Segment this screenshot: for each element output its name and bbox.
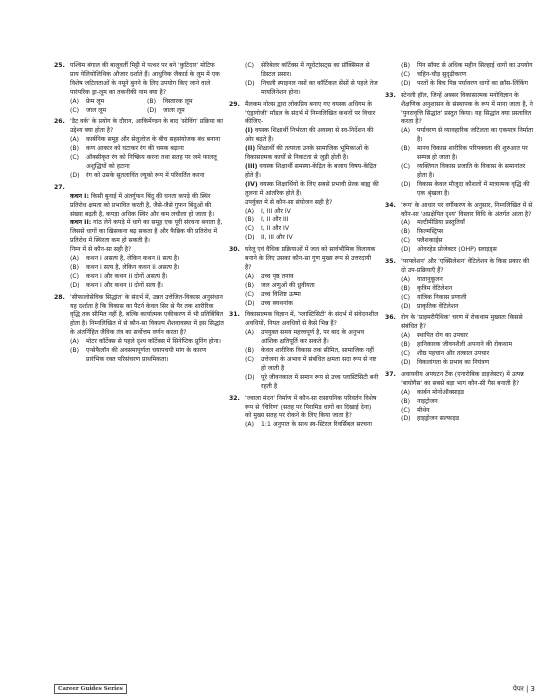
- question-number: 26.: [54, 118, 65, 126]
- options-list: [245, 62, 379, 98]
- answer-option: [401, 219, 535, 228]
- option-label: (A): [70, 338, 79, 346]
- statement-label: (I): [245, 127, 253, 135]
- option-label: (A): [401, 275, 410, 283]
- option-text: शीघ्र पहचान और तत्काल उपचार: [417, 350, 490, 358]
- statement: [245, 127, 379, 145]
- question-text: 'परफ्लेशन' और 'एक्सिलेशन' वेंटिलेशन के किस प्रकार की दो उप-प्रक्रियाएँ हैं?: [401, 258, 530, 274]
- option-label: (A): [401, 388, 410, 396]
- option-label: (D): [70, 281, 80, 289]
- statement-label: (II): [245, 145, 256, 153]
- option-text: कण आकार को घटाकर रंग की चमक बढ़ाना: [86, 145, 184, 153]
- options-list: [401, 127, 535, 198]
- option-label: (B): [401, 62, 411, 69]
- option-text: स्थापित रोग का उपचार: [417, 332, 468, 340]
- question-header: [385, 371, 535, 389]
- question-text: अवायवीय अपघटन टैंक (एनारोबिक डाइजेस्टर) में उत्पन्न 'बायोगैस' का सबसे बड़ा भाग कौन-सी गैस बनाती है?: [401, 370, 524, 387]
- option-text: 1:1 अनुपात के साथ स्व-स्टिरल रिवर्सिबल सरचना: [261, 421, 372, 429]
- statement: [70, 219, 224, 246]
- answer-option: [70, 145, 224, 154]
- options-list: [70, 98, 224, 116]
- answer-option: [401, 237, 535, 246]
- option-label: (C): [245, 225, 255, 233]
- option-text: परतों के बिच पिन्न पर्यावरण धागों का क्रॉस-लिंकिंग: [417, 79, 528, 87]
- option-label: (D): [401, 79, 411, 87]
- option-text: मल्टीमीडिया प्रस्तुतियाँ: [417, 219, 465, 227]
- question-text: रोग के 'प्राइमरीपैथिक' चरण में रोकथाम मुख्यतः किससे संबंधित है?: [401, 314, 523, 331]
- option-text: उच्च क्वथनांक: [261, 299, 293, 307]
- question-number: 31.: [229, 311, 240, 319]
- question-block: [385, 314, 535, 367]
- option-label: (D): [401, 415, 411, 423]
- option-label: (B): [245, 281, 255, 289]
- question-block: [54, 294, 224, 365]
- option-label: (B): [245, 216, 255, 224]
- option-label: (C): [245, 356, 255, 363]
- option-text: यांत्रिक निकास प्रणाली: [417, 293, 467, 301]
- option-label: (B): [70, 263, 80, 271]
- question-block: [385, 258, 535, 311]
- answer-option: [401, 276, 535, 285]
- option-text: कार्बनिक समूह और सेलुलोज के बीच सहसंयोजक बंध बनाना: [86, 136, 221, 144]
- answer-option: [245, 347, 379, 356]
- option-text: केवल शारीरिक विकास तक सीमित, सामाजिक नहीं: [261, 347, 374, 355]
- answer-option: [245, 291, 379, 300]
- option-text: विकलांगता के प्रभाव का नियंत्रण: [417, 359, 490, 366]
- options-list: [245, 208, 379, 244]
- answer-option: [245, 329, 379, 347]
- answer-option: [70, 98, 147, 107]
- question-block: [54, 118, 224, 180]
- option-label: (B): [147, 97, 157, 105]
- statement-text: शिक्षार्थी की तत्परता उनके सामाजिक भूमिकाओं के विकासात्मक कार्यों से निकटता से जुड़ी होती है।: [245, 145, 369, 162]
- option-text: उच्च विशिष्ट ऊष्मा: [261, 290, 301, 298]
- question-number: 33.: [385, 91, 396, 99]
- option-label: (C): [401, 406, 411, 414]
- answer-option: [70, 264, 224, 273]
- option-text: पिन सॉफ्ट से अधिक महीन सिल्हाई धागों का उपयोग: [417, 62, 533, 69]
- option-label: (A): [401, 219, 410, 227]
- options-list: [401, 276, 535, 312]
- option-label: (D): [401, 246, 411, 254]
- answer-option: [70, 172, 224, 181]
- answer-option: [401, 163, 535, 181]
- answer-option: [401, 332, 535, 341]
- statement-label: (III): [245, 162, 258, 170]
- statement-label: (IV): [245, 180, 258, 188]
- option-label: (C): [401, 237, 411, 245]
- option-text: मानव विकास शारीरिक परिपक्वता की शुरुआत पर सम्पन्न हो जाता है।: [417, 145, 528, 162]
- question-block: [54, 62, 224, 115]
- option-text: विकास केवल मौजूदा कौशलों में मात्रात्मक वृद्धि की एक श्रृंखला है।: [417, 180, 530, 197]
- question-text: स्टेनली हॉल, जिन्हें अक्सर विकासात्मक मनोविज्ञान के शैक्षणिक अनुशासन के संस्थापक के रूप में माना जाता है, ने 'पुनरावृत्ति सिद्धांत' प्रस्तुत किया। यह सिद्धांत क्या प्रस्तावित करता है?: [401, 91, 533, 126]
- option-text: ऑक्सीकृत रंग को निष्क्रिय करना तथा सतह पर जमे फालतू अशुद्धियों को हटाना: [86, 154, 217, 170]
- option-label: (A): [401, 332, 410, 340]
- question-text: घरेलू एवं वैधिक प्रक्रियाओं में जल को सार्वभौमिक विलायक बनाने के लिए उसका कौन-सा गुण मुख्य रूप से उत्तरदायी है?: [245, 246, 376, 271]
- option-label: (C): [70, 272, 80, 280]
- question-block: [385, 371, 535, 424]
- option-label: (D): [245, 234, 255, 242]
- option-label: (B): [401, 397, 411, 405]
- option-label: (D): [401, 180, 411, 188]
- column-right: [385, 62, 535, 427]
- answer-option: [245, 225, 379, 234]
- option-label: (A): [70, 255, 79, 263]
- option-label: (B): [401, 228, 411, 236]
- option-label: (D): [401, 359, 411, 366]
- answer-option: [147, 107, 224, 116]
- option-text: ओवरहेड प्रोजेक्टर (OHP) स्लाइड्स: [417, 246, 497, 254]
- answer-option: [401, 80, 535, 89]
- answer-option: [401, 398, 535, 407]
- answer-option: [70, 282, 224, 291]
- statement-text: गांठ लेने कपड़े में धागे का समूह एक पूरी संरचना बनाता है, जिससे धागों का खिसकना बढ़ सकता है और फैब्रिक की प्रतिरोध में प्रतिरोध में स्थिरता कम हो सकती है।: [70, 219, 223, 245]
- question-prompt: निम्न में से कौन-सा सही है?: [70, 246, 132, 254]
- page-number: पेपर | 3: [512, 684, 535, 693]
- options-list: [401, 219, 535, 255]
- answer-option: [401, 62, 535, 71]
- option-label: (D): [245, 373, 255, 381]
- option-label: (D): [245, 79, 255, 87]
- answer-option: [401, 341, 535, 350]
- answer-option: [70, 338, 224, 347]
- options-list: [70, 338, 224, 365]
- answer-option: [401, 303, 535, 312]
- column-middle: [229, 62, 379, 433]
- question-header: [385, 202, 535, 220]
- option-label: (A): [245, 421, 254, 429]
- question-number: 25.: [54, 62, 65, 69]
- option-label: (C): [245, 290, 255, 298]
- option-label: (A): [70, 136, 79, 144]
- option-text: कथन I सत्य है, लेकिन कथन II असत्य है।: [86, 263, 180, 271]
- answer-option: [401, 359, 535, 368]
- option-text: व्यक्तिगत विकास प्रजाति के विकास के समानांतर होता है।: [417, 162, 526, 179]
- option-label: (A): [245, 329, 254, 337]
- option-text: फ़िल्मस्ट्रिप्स: [417, 228, 444, 236]
- question-block: [385, 202, 535, 255]
- option-label: (B): [70, 145, 80, 153]
- question-header: [229, 246, 379, 273]
- question-number: 32.: [229, 394, 240, 402]
- option-label: (B): [70, 347, 80, 355]
- question-prompt: उपर्युक्त में से कौन-सा संयोजन सही है?: [245, 198, 333, 206]
- question-block: [229, 246, 379, 308]
- question-block: [229, 395, 379, 431]
- option-text: I, II और IV: [261, 225, 290, 233]
- question-text: [70, 184, 224, 193]
- answer-option: [401, 145, 535, 163]
- question-header: [54, 294, 224, 339]
- option-text: उच्च पृष्ठ तनाव: [261, 272, 294, 280]
- option-label: (B): [401, 284, 411, 292]
- answer-option: [401, 71, 535, 80]
- question-text: मैलकम नोल्स द्वारा लोकप्रिय बनाए गए वयस्क अधिगम के 'एंड्रागोजी' मॉडल के संदर्भ में निम्नलिखित कथनों पर विचार कीजिए-: [245, 100, 376, 126]
- option-text: कथन I असत्य है, लेकिन कथन II सत्य है।: [86, 255, 180, 263]
- answer-option: [245, 80, 379, 98]
- answer-option: [245, 216, 379, 225]
- statement-text: वयस्क शिक्षार्थियों के लिए सबसे प्रभावी प्रेरक बाह्य की तुलना में आंतरिक होते हैं।: [245, 180, 379, 197]
- statement-label: कथन II:: [70, 219, 92, 227]
- column-left: [54, 62, 224, 368]
- question-text: 'ज्वाला मंदन' निर्माण में कौन-सा रासायनिक परिवर्तन विशेष रूप से 'चिरिण' (सतह पर पिरामिड धागों का दिखाई देना) को मुख्य सतह पर रोकने के लिए किया जाता है?: [245, 394, 377, 420]
- option-label: (B): [401, 341, 411, 349]
- question-header: [229, 101, 379, 128]
- question-number: 27.: [54, 183, 65, 191]
- option-label: (C): [245, 62, 255, 69]
- option-label: (C): [70, 106, 80, 114]
- option-text: कृत्रिम वेंटिलेशन: [417, 284, 453, 292]
- answer-option: [245, 62, 379, 80]
- option-text: जल अणुओं की ध्रुवीयता: [261, 281, 315, 289]
- question-text: विकासात्मक विज्ञान में, 'प्लास्टिसिटी' के संदर्भ में संवेदनशील अवधियों, नियत अवधियों से कैसे भिन्न हैं?: [245, 311, 379, 328]
- option-text: I, II और III: [261, 216, 289, 224]
- answer-option: [70, 273, 224, 282]
- option-label: (B): [245, 347, 255, 355]
- statement: [245, 181, 379, 199]
- options-list: [245, 273, 379, 309]
- statement-label: कथन I:: [70, 192, 89, 200]
- publisher-logo: Career Guides Series: [54, 684, 127, 694]
- option-label: (D): [70, 171, 80, 179]
- options-list: [70, 255, 224, 291]
- question-header: [54, 184, 224, 193]
- question-header: [385, 314, 535, 332]
- option-text: निचली स्पाइनल नसों का कॉर्टिकल सेंसों से पहले तेज मायलिनेशन होना।: [261, 79, 378, 96]
- option-text: कार्बन मोनोऑक्साइड: [417, 388, 465, 396]
- option-text: मीथेन: [417, 406, 430, 414]
- question-number: 30.: [229, 246, 240, 254]
- question-text: 'डैट वर्क' के प्रयोग के दौरान, आकिर्मेण्डन के बाद 'सोविंग' प्रक्रिया का उद्देश्य क्या होता है?: [70, 118, 223, 135]
- option-text: हानिकारक जीवनशैली अपनाने की रोकथाम: [417, 341, 512, 349]
- answer-option: [70, 154, 224, 172]
- question-header: [229, 395, 379, 422]
- question-text: पश्चिम बंगाल की बालूवर्ती मिट्टी में पत्थर पर बने 'कुटिदार' मोटिफ प्राय पेलियोलिथिक औजार दर्शाते हैं। आधुनिक जैकार्ड के लूम में एक विशेष जटिलताओं के नमूने बुनने के लिए उपयोग किए जाने वाले पारंपरिक ड्रा-लूम का तकनीकी नाम क्या है?: [70, 62, 220, 96]
- option-label: (C): [401, 162, 411, 170]
- option-text: विस्तारक लूम: [163, 97, 193, 105]
- option-label: (C): [401, 293, 411, 301]
- answer-option: [401, 294, 535, 303]
- option-text: कथन I और कथन II दोनों सत्य हैं।: [86, 281, 163, 289]
- options-list: [245, 421, 379, 430]
- question-number: 36.: [385, 314, 396, 322]
- question-block: [54, 184, 224, 291]
- options-list: [401, 62, 535, 89]
- answer-option: [70, 347, 224, 365]
- question-number: 28.: [54, 293, 65, 301]
- option-text: चहिन-चौड़ सुदृढ़ीकरण: [417, 70, 467, 78]
- option-text: फ्लैशकार्ड्स: [417, 237, 443, 245]
- option-text: रंग को उसके सुतलाविंत ल्यूको रूप में परिवर्तित करना: [86, 171, 205, 179]
- option-text: वातानुकूलन: [417, 275, 443, 283]
- option-label: (D): [401, 302, 411, 310]
- answer-option: [401, 246, 535, 255]
- option-text: I, III और IV: [261, 207, 291, 215]
- option-text: मोटर कॉर्टेक्स से पहले दृश्य कॉर्टेक्स में सिनेप्टिक प्रूनिंग होना।: [86, 338, 221, 346]
- option-text: जाला लूम: [163, 106, 185, 114]
- answer-option: [401, 181, 535, 199]
- option-label: (C): [70, 154, 80, 162]
- answer-option: [70, 107, 147, 116]
- question-block: [229, 62, 379, 98]
- answer-option: [401, 415, 535, 424]
- options-list: [401, 332, 535, 368]
- question-block: [385, 92, 535, 199]
- answer-option: [70, 255, 224, 264]
- statement: [70, 193, 224, 220]
- option-label: (C): [401, 70, 411, 78]
- option-text: उपयुक्त समय महत्त्वपूर्ण है, पर बाद के अनुभव आंशिक क्षतिपूर्ति कर सकते हैं।: [261, 329, 365, 346]
- answer-option: [245, 300, 379, 309]
- option-label: (A): [245, 207, 254, 215]
- option-label: (B): [401, 145, 411, 153]
- answer-option: [401, 228, 535, 237]
- option-label: (D): [245, 299, 255, 307]
- option-text: जाल लूम: [86, 106, 107, 114]
- option-text: फ्रेम लूम: [86, 97, 105, 105]
- page-footer: [54, 683, 535, 695]
- question-block: [385, 62, 535, 89]
- question-block: [229, 101, 379, 244]
- answer-option: [401, 127, 535, 145]
- answer-option: [245, 421, 379, 430]
- option-text: उत्तेजना के अभाव में संबंधित क्षमता सदा रूप से नष्ट हो जाती है: [261, 356, 377, 372]
- question-number: 29.: [229, 100, 240, 108]
- question-number: 37.: [385, 370, 396, 378]
- option-label: (A): [245, 272, 254, 280]
- question-text: 'सीफालोसेविक सिद्धांत' के संदर्भ में, उन्नत उत्तेजित-विकास अनुसंधान यह दर्शाता है कि विकास का पैटर्न केवल सिर से पैर तक शारीरिक वृद्धि तक सीमित नहीं है, बल्कि कार्यात्मक एकीकरण में भी प्रतिबिंबित होता है। निम्नलिखित में से कौन-सा विकल्प शैशवावस्था में इस सिद्धांत के अंतर्निहित जैविक तंत्र का सर्वोत्तम वर्णन करता है?: [70, 293, 224, 337]
- option-label: (C): [401, 350, 411, 358]
- option-text: सेरिबेलर कॉर्टेक्स में न्यूरोटांसट्स का प्रॉक्सिमल से डिस्टल प्रसार।: [261, 62, 370, 78]
- question-header: [385, 92, 535, 128]
- options-list: [245, 329, 379, 391]
- question-number: 34.: [385, 201, 396, 209]
- answer-option: [70, 136, 224, 145]
- question-header: [229, 311, 379, 329]
- answer-option: [245, 374, 379, 392]
- statement: [245, 163, 379, 181]
- option-text: कथन I और कथन II दोनों असत्य हैं।: [86, 272, 168, 280]
- statement: [245, 145, 379, 163]
- option-text: हाइड्रोजन सल्फाइड: [417, 415, 460, 423]
- question-header: [385, 258, 535, 276]
- answer-option: [401, 350, 535, 359]
- answer-option: [245, 273, 379, 282]
- option-label: (D): [147, 106, 157, 114]
- option-label: (A): [70, 97, 79, 105]
- options-list: [70, 136, 224, 181]
- question-header: [54, 62, 224, 98]
- statement-text: वयस्क शिक्षार्थी निर्भरता की अवस्था से स्व-निर्देशन की ओर बढ़ते हैं।: [245, 127, 374, 144]
- option-text: पर्यावरण से व्यावहारिक जटिलता का एकमात्र निर्माता है।: [417, 127, 534, 144]
- statement-text: वयस्क शिक्षार्थी समस्या-केंद्रित के बजाय विषय-केंद्रित होते हैं।: [245, 162, 377, 179]
- statement-text: किसी बुनाई में अंतर्गुफन बिंदु की घनता कपड़े की स्थिर प्रतिरोध क्षमता को प्रभावित करती है, जैसे-जैसे गुफन बिंदुओं की संख्या बढ़ती है, कपड़ा अधिक स्थिर और कम लचीला हो जाता है।: [70, 192, 215, 218]
- answer-option: [245, 356, 379, 374]
- answer-option: [401, 285, 535, 294]
- question-number: 35.: [385, 258, 396, 266]
- options-list: [401, 389, 535, 425]
- answer-option: [147, 98, 224, 107]
- option-text: नाइट्रोजन: [417, 397, 438, 405]
- option-text: पूरे जीवनकाल में समान रूप से उच्च प्लास्टिसिटी बनी रहती है: [261, 373, 379, 390]
- question-block: [229, 311, 379, 391]
- answer-option: [401, 389, 535, 398]
- option-text: II, III और IV: [261, 234, 293, 242]
- option-text: एन्सेफैलॉन की अवसमापूर्णता चयापचयी मांग के कारण प्रारंभिक रक्त परिसंचरण प्राथमिकता।: [86, 347, 207, 363]
- option-label: (A): [401, 127, 410, 135]
- option-text: प्राकृतिक वेंटिलेशन: [417, 302, 459, 310]
- question-header: [54, 118, 224, 136]
- answer-option: [245, 282, 379, 291]
- answer-option: [245, 234, 379, 243]
- question-text: 'रूप' के आधार पर वर्गीकरण के अनुसार, निम्नलिखित में से कौन-सा 'अप्रक्षेपित दृश्य' विस्तार विधि के अंतर्गत आता है?: [401, 201, 533, 218]
